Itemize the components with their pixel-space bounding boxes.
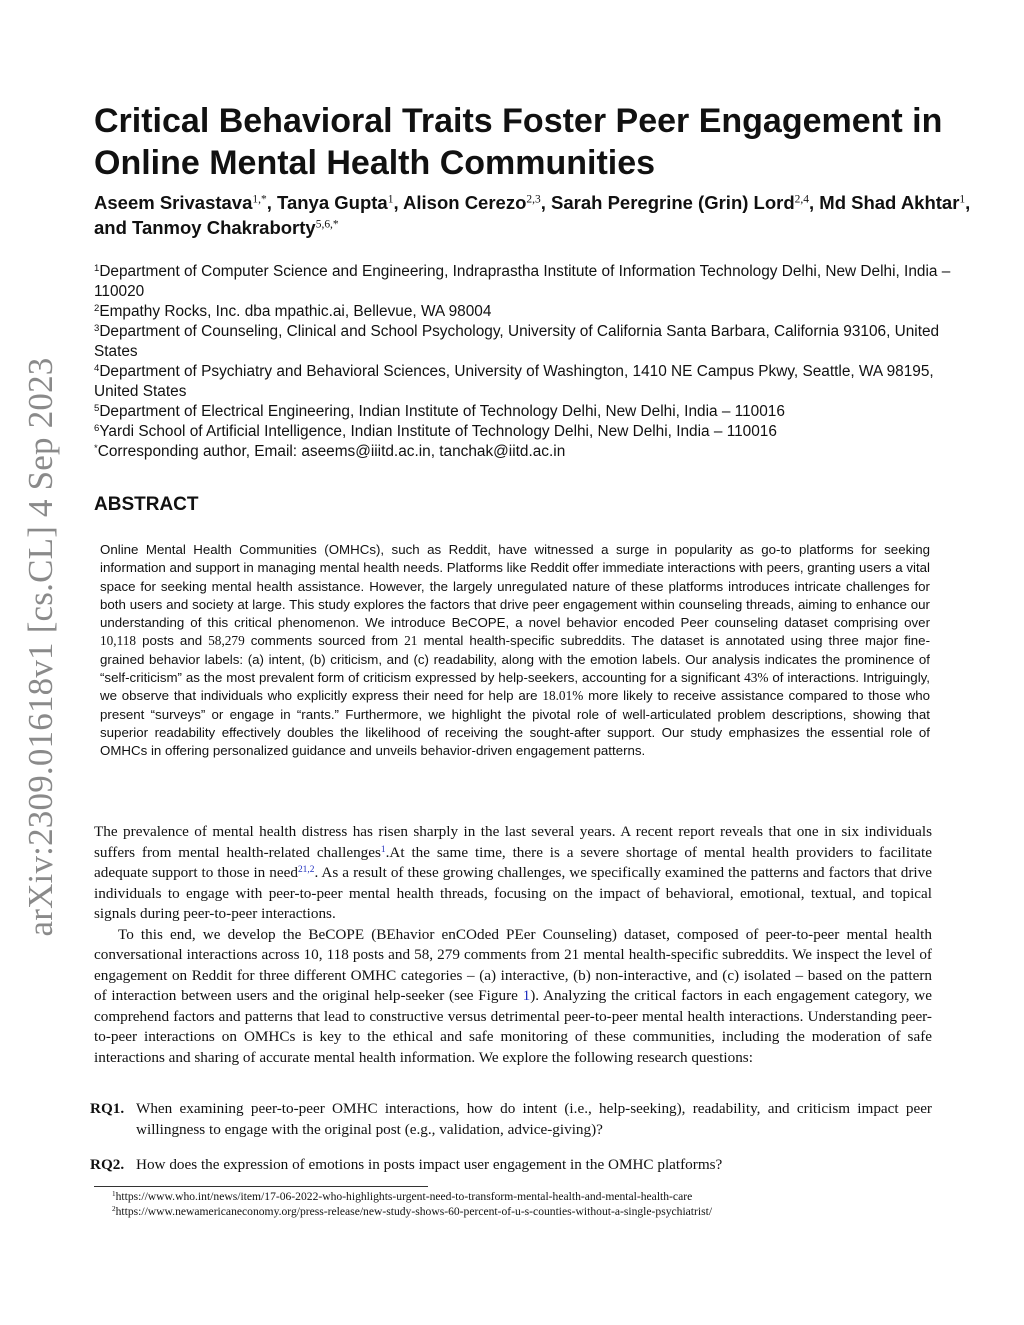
author-name: Md Shad Akhtar <box>819 192 960 213</box>
author-affiliation-mark: 1 <box>387 193 394 206</box>
research-question-text: How does the expression of emotions in posts impact user engagement in the OMHC platforms? <box>136 1156 723 1173</box>
paragraph-segment: ). Analyzing the critical factors in each engagement category, we comprehend factors and patterns that lead to constructive versus detrimental peer-to-peer mental health interactions. Understanding peer-to-peer interactions on OMHCs is key to the ethical and safe monitoring of these communities, including the moderation of safe interactions and sharing of accurate mental health information. We explore the following research questions: <box>94 987 932 1066</box>
affiliation-text: Department of Electrical Engineering, Indian Institute of Technology Delhi, New Delhi, India – 110016 <box>99 403 785 420</box>
affiliation-mark: 6 <box>94 422 100 434</box>
affiliation-mark: * <box>94 442 98 454</box>
paper-title: Critical Behavioral Traits Foster Peer Engagement in Online Mental Health Communities <box>94 102 943 182</box>
affiliation-text: Yardi School of Artificial Intelligence, Indian Institute of Technology Delhi, New Delhi, India – 110016 <box>99 423 777 440</box>
paragraph-segment: . As a result of these growing challenges, we specifically examined the patterns and factors that drive individuals to engage with peer-to-peer mental health threads, focusing on the impact of behavioral, emotional, textual, and topical signals during peer-to-peer interactions. <box>94 864 932 922</box>
abstract-number: 21 <box>404 633 418 649</box>
affiliation <box>94 322 974 362</box>
author-affiliation-mark: 1 <box>959 193 966 206</box>
research-question-text: When examining peer-to-peer OMHC interactions, how do intent (i.e., help-seeking), readability, and criticism impact peer willingness to engage with the original post (e.g., validation, advice-giving)? <box>136 1100 932 1138</box>
paragraph <box>94 822 932 925</box>
affiliation-text: Empathy Rocks, Inc. dba mpathic.ai, Bellevue, WA 98004 <box>99 303 492 320</box>
affiliation <box>94 422 974 442</box>
author-name: Tanmoy Chakraborty <box>132 217 316 238</box>
affiliation-mark: 2 <box>94 302 100 314</box>
affiliation-mark: 4 <box>94 362 100 374</box>
paragraph-segment: .At the same time, there is a severe shortage of mental health providers to facilitate adequate support to those in need <box>94 843 933 881</box>
abstract-number: 10,118 <box>100 633 137 649</box>
footnote <box>112 1204 952 1219</box>
abstract-segment: comments sourced from <box>244 633 405 649</box>
footnote-url[interactable]: https://www.newamericaneconomy.org/press-release/new-study-shows-60-percent-of-u-s-counties-without-a-single-psychiatrist/ <box>115 1205 713 1218</box>
affiliation <box>94 442 974 462</box>
author-name: Sarah Peregrine (Grin) Lord <box>551 192 795 213</box>
introduction-body <box>94 822 932 1068</box>
author-affiliation-mark: 2,3 <box>526 193 541 206</box>
abstract-text <box>100 541 930 761</box>
footnote-url[interactable]: https://www.who.int/news/item/17-06-2022-who-highlights-urgent-need-to-transform-mental-health-and-mental-health-care <box>115 1190 693 1203</box>
author-affiliation-mark: 5,6,* <box>315 218 339 231</box>
research-question <box>90 1155 932 1176</box>
affiliation-text: Department of Computer Science and Engineering, Indraprastha Institute of Information Technology Delhi, New Delhi, India – 110020 <box>94 263 951 300</box>
abstract-number: 58,279 <box>208 633 245 649</box>
arxiv-identifier-stamp: arXiv:2309.01618v1 [cs.CL] 4 Sep 2023 <box>21 357 60 937</box>
abstract-segment: Online Mental Health Communities (OMHCs), such as Reddit, have witnessed a surge in popularity as go-to platforms for seeking information and support in managing mental health needs. Platforms like Reddit offer immediate interactions with peers, granting users a vital space for seeking mental health assistance. However, the largely unregulated nature of these platforms introduces intricate challenges for both users and society at large. This study explores the factors that drive peer engagement within counseling threads, aiming to enhance our understanding of this critical phenomenon. We introduce BeCOPE, a novel behavior encoded Peer counseling dataset comprising over <box>100 542 930 631</box>
research-question-label: RQ2. <box>90 1156 125 1173</box>
footnote <box>112 1189 952 1204</box>
author-affiliation-mark: 1,* <box>252 193 267 206</box>
footnote-divider <box>94 1186 428 1187</box>
author-name: Aseem Srivastava <box>94 192 253 213</box>
affiliation-text: Department of Psychiatry and Behavioral Sciences, University of Washington, 1410 NE Campus Pkwy, Seattle, WA 98195, United States <box>94 363 934 400</box>
paragraph-segment: To this end, we develop the BeCOPE (BEhavior enCOded PEer Counseling) dataset, composed of peer-to-peer mental health conversational interactions across 10, 118 posts and 58, 279 comments from 21 mental health-specific subreddits. We inspect the level of engagement on Reddit for three different OMHC categories – (a) interactive, (b) non-interactive, and (c) isolated – based on the pattern of interaction between users and the original help-seeker (see Figure <box>94 925 932 1004</box>
author-name: Alison Cerezo <box>403 192 527 213</box>
affiliation-text: Department of Counseling, Clinical and School Psychology, University of California Santa Barbara, California 93106, United States <box>94 323 940 360</box>
affiliation-mark: 5 <box>94 402 100 414</box>
abstract-number: 43% <box>744 670 769 686</box>
affiliation <box>94 402 974 422</box>
author-affiliation-mark: 2,4 <box>794 193 809 206</box>
affiliation-text: Corresponding author, Email: aseems@iiitd.ac.in, tanchak@iitd.ac.in <box>97 443 566 460</box>
figure-link[interactable]: 1 <box>522 987 531 1004</box>
research-question-label: RQ1. <box>90 1100 125 1117</box>
abstract-number: 18.01% <box>542 688 584 704</box>
footnote-mark: 1 <box>112 1190 116 1199</box>
research-question <box>90 1099 932 1140</box>
footnote-link[interactable]: 1 <box>380 844 386 855</box>
paragraph-segment: The prevalence of mental health distress has risen sharply in the last several years. A recent report reveals that one in six individuals suffers from mental health-related challenges <box>94 823 932 861</box>
affiliation-mark: 1 <box>94 262 100 274</box>
abstract-segment: posts and <box>136 633 209 649</box>
abstract-segment: more likely to receive assistance compared to those who present “surveys” or engage in “rants.” Furthermore, we highlight the pivotal role of well-articulated problem descriptions, showing that superior readability effectively doubles the likelihood of receiving the sought-after support. Our study emphasizes the essential role of OMHCs in offering personalized guidance and unveils behavior-driven engagement patterns. <box>100 688 930 759</box>
affiliation <box>94 362 974 402</box>
affiliation <box>94 302 974 322</box>
paragraph <box>94 925 932 1069</box>
abstract-heading: ABSTRACT <box>94 494 199 515</box>
affiliation <box>94 262 974 302</box>
author-name: Tanya Gupta <box>277 192 388 213</box>
affiliation-list <box>94 262 974 462</box>
abstract-segment: of interactions. Intriguingly, we observe that individuals who explicitly express their need for help are <box>100 670 931 704</box>
footnote-mark: 2 <box>112 1205 116 1214</box>
citation-link[interactable]: 21,2 <box>297 864 315 875</box>
footnote-list <box>112 1189 952 1219</box>
affiliation-mark: 3 <box>94 322 100 334</box>
abstract-segment: mental health-specific subreddits. The dataset is annotated using three major fine-grained behavior labels: (a) intent, (b) criticism, and (c) readability, along with the emotion labels. Our analysis indicates the prominence of “self-criticism” as the most prevalent form of criticism expressed by help-seekers, accounting for a significant <box>100 633 930 686</box>
author-list: Aseem Srivastava$^{1,*}$, Tanya Gupta$^1$, Alison Cerezo$^{2,3}$, Sarah Peregrine (Grin) Lord$^{2,4}$, Md Shad Akhtar$^1$, and Tanmoy Chakraborty$^{5,6,*}$ <box>94 192 971 238</box>
